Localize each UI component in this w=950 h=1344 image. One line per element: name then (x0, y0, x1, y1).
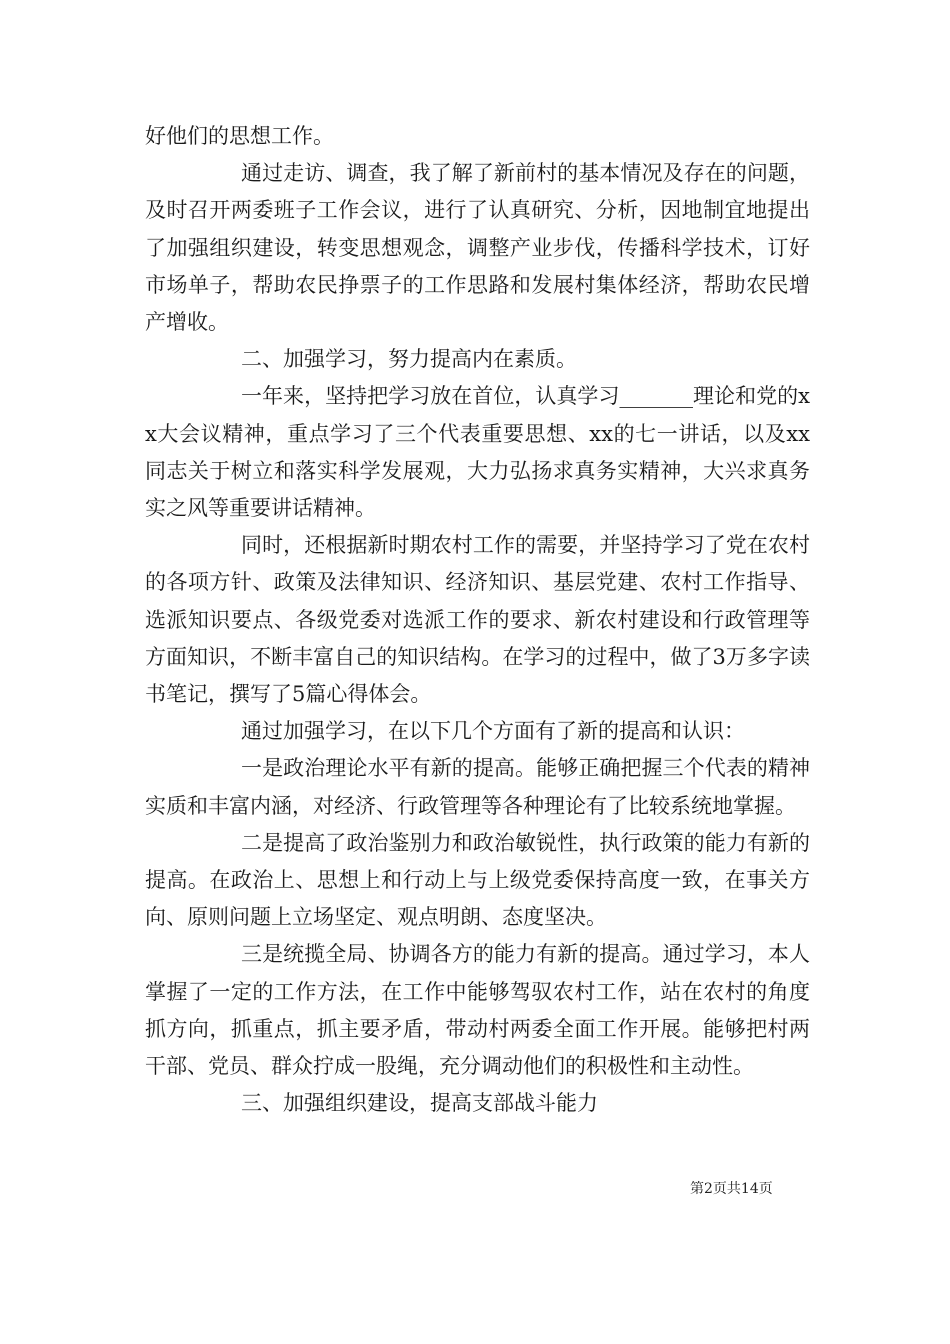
paragraph-improvement-three: 三是统揽全局、协调各方的能力有新的提高。通过学习，本人掌握了一定的工作方法，在工作中能够驾驭农村工作，站在农村的角度抓方向，抓重点，抓主要矛盾，带动村两委全面工作开展。能够把村两干部、党员、群众拧成一股绳，充分调动他们的积极性和主动性。 (145, 942, 810, 1079)
section-heading-organization: 三、加强组织建设，提高支部战斗能力 (241, 1091, 598, 1116)
paragraph-investigation: 通过走访、调查，我了解了新前村的基本情况及存在的问题，及时召开两委班子工作会议，进行了认真研究、分析，因地制宜地提出了加强组织建设，转变思想观念，调整产业步伐，传播科学技术，订好市场单子，帮助农民挣票子的工作思路和发展村集体经济，帮助农民增产增收。 (145, 161, 810, 335)
page-number-footer: 第2页共14页 (690, 1181, 773, 1197)
paragraph-improvements-intro: 通过加强学习，在以下几个方面有了新的提高和认识： (241, 719, 745, 744)
paragraph-rural-knowledge: 同时，还根据新时期农村工作的需要，并坚持学习了党在农村的各项方针、政策及法律知识、经济知识、基层党建、农村工作指导、选派知识要点、各级党委对选派工作的要求、新农村建设和行政管理等方面知识，不断丰富自己的知识结构。在学习的过程中，做了3万多字读书笔记，撰写了5篇心得体会。 (145, 533, 810, 707)
paragraph-improvement-two: 二是提高了政治鉴别力和政治敏锐性，执行政策的能力有新的提高。在政治上、思想上和行动上与上级党委保持高度一致，在事关方向、原则问题上立场坚定、观点明朗、态度坚决。 (145, 830, 810, 930)
paragraph-study-priority: 一年来，坚持把学习放在首位，认真学习_______理论和党的xx大会议精神，重点学习了三个代表重要思想、xx的七一讲话，以及xx同志关于树立和落实科学发展观，大力弘扬求真务实精神，大兴求真务实之风等重要讲话精神。 (145, 384, 810, 521)
paragraph-continuation: 好他们的思想工作。 (145, 124, 334, 148)
section-heading-study: 二、加强学习，努力提高内在素质。 (241, 347, 577, 372)
paragraph-improvement-one: 一是政治理论水平有新的提高。能够正确把握三个代表的精神实质和丰富内涵，对经济、行政管理等各种理论有了比较系统地掌握。 (145, 756, 810, 818)
document-body (145, 118, 810, 1122)
